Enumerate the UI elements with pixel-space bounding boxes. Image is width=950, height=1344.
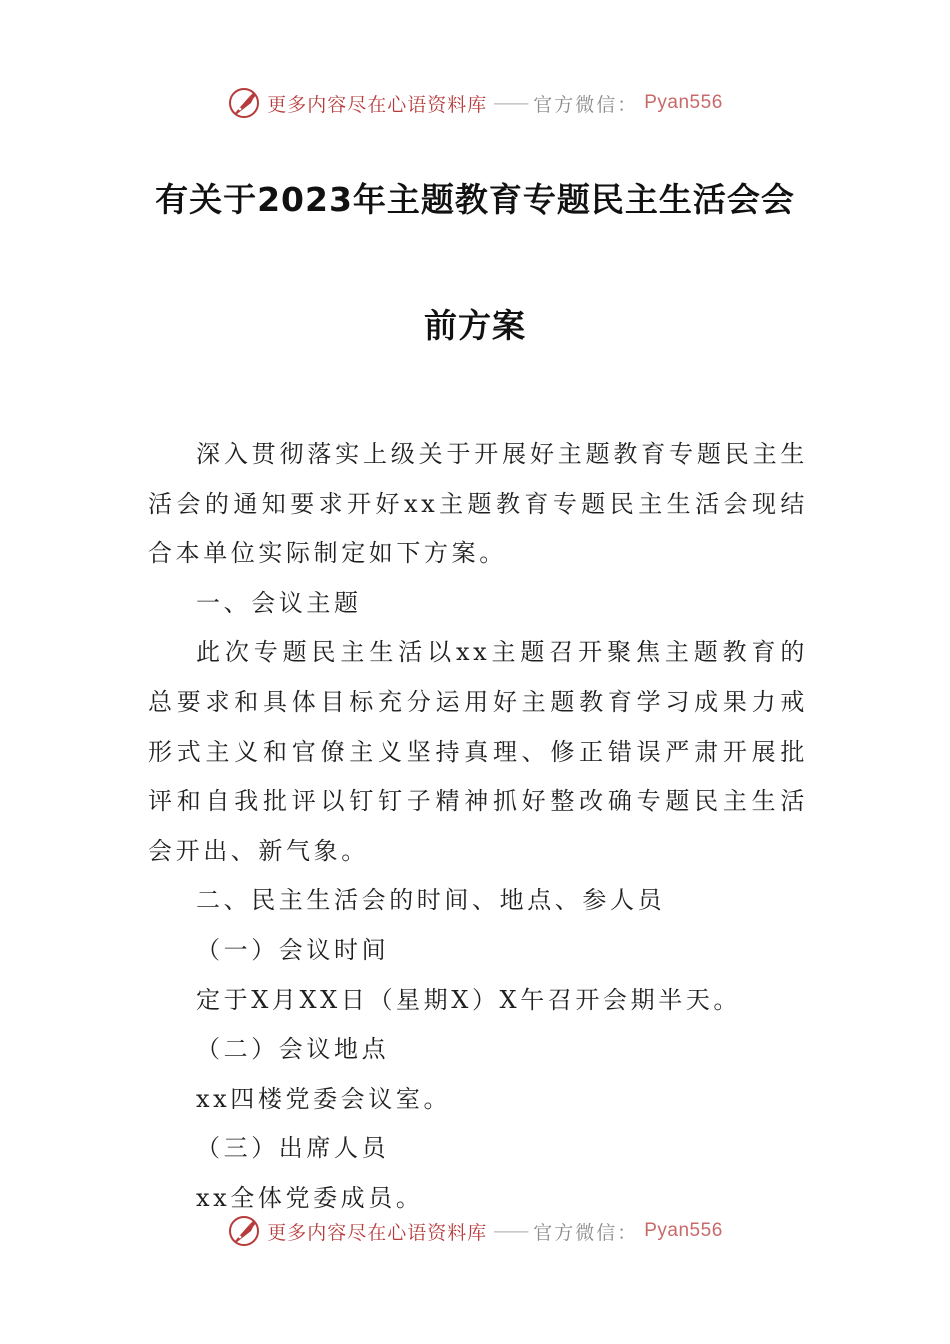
document-title-line-1: 有关于2023年主题教育专题民主生活会会 xyxy=(155,180,795,219)
watermark-main-text: 更多内容尽在心语资料库 xyxy=(267,1221,488,1244)
watermark-dash: —— xyxy=(493,1220,528,1242)
paragraph-theme: 此次专题民主生活以xx主题召开聚焦主题教育的总要求和具体目标充分运用好主题教育学习成果力戒形式主义和官僚主义坚持真理、修正错误严肃开展批评和自我批评以钉钉子精神抓好整改确专题民主生活会开出、新气象。 xyxy=(148,638,808,865)
footer-watermark xyxy=(0,1214,950,1248)
document-title-line-2: 前方案 xyxy=(424,306,526,345)
section-heading-2: 二、民主生活会的时间、地点、参人员 xyxy=(196,886,666,915)
paragraph-location: xx四楼党委会议室。 xyxy=(196,1084,452,1113)
paragraph-intro: 深入贯彻落实上级关于开展好主题教育专题民主生活会的通知要求开好xx主题教育专题民主生活会现结合本单位实际制定如下方案。 xyxy=(148,440,808,568)
paragraph-attendees: xx全体党委成员。 xyxy=(196,1183,424,1212)
section-heading-1: 一、会议主题 xyxy=(196,588,362,617)
subheading-location: （二）会议地点 xyxy=(196,1035,390,1064)
subheading-time: （一）会议时间 xyxy=(196,935,390,964)
watermark-id: Pyan556 xyxy=(644,1220,723,1241)
watermark-id: Pyan556 xyxy=(644,92,723,113)
header-watermark xyxy=(0,86,950,120)
watermark-sub-text: 官方微信： xyxy=(533,93,639,116)
pen-nib-logo-icon xyxy=(227,86,261,120)
subheading-attendees: （三）出席人员 xyxy=(196,1134,390,1163)
watermark-main-text: 更多内容尽在心语资料库 xyxy=(267,93,488,116)
paragraph-time: 定于X月XX日（星期X）X午召开会期半天。 xyxy=(196,985,742,1014)
watermark-sub-text: 官方微信： xyxy=(533,1221,639,1244)
pen-nib-logo-icon xyxy=(227,1214,261,1248)
document-body xyxy=(148,430,808,1224)
watermark-dash: —— xyxy=(493,92,528,114)
